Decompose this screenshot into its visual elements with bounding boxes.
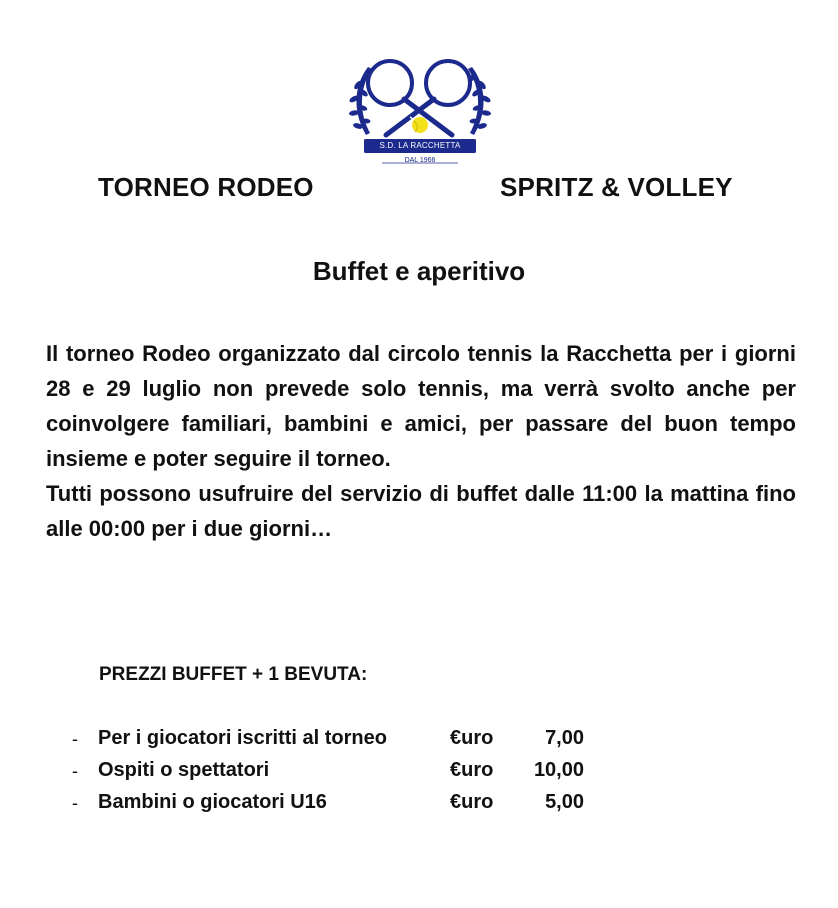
price-list (0, 727, 838, 823)
price-currency: €uro (450, 759, 494, 781)
tournament-title: TORNEO RODEO (98, 172, 314, 202)
price-row (0, 759, 838, 791)
list-dash: - (72, 761, 78, 781)
prices-heading: PREZZI BUFFET + 1 BEVUTA: (99, 664, 368, 685)
price-row (0, 727, 838, 759)
list-dash: - (72, 729, 78, 749)
price-label: Bambini o giocatori U16 (98, 791, 327, 813)
event-title: SPRITZ & VOLLEY (500, 172, 733, 202)
description-paragraph: Tutti possono usufruire del servizio di buffet dalle 11:00 la mattina fino alle 00:00 per i due giorni… (46, 481, 796, 541)
logo-founding-year: DAL 1966 (404, 157, 436, 164)
price-amount: 7,00 (545, 727, 584, 749)
price-label: Ospiti o spettatori (98, 759, 270, 781)
price-currency: €uro (450, 791, 494, 813)
price-amount: 5,00 (545, 791, 584, 813)
list-dash: - (72, 793, 78, 813)
description-paragraph: Il torneo Rodeo organizzato dal circolo tennis la Racchetta per i giorni 28 e 29 luglio non prevede solo tennis, ma verrà svolto anche per coinvolgere familiari, bambini e amici, per passare del buon tempo insieme e poter seguire il torneo. (46, 341, 796, 471)
price-label: Per i giocatori iscritti al torneo (98, 727, 387, 749)
logo-club-name: S.D. LA RACCHETTA (379, 141, 461, 150)
page-subtitle: Buffet e aperitivo (312, 256, 526, 286)
club-logo (340, 55, 500, 173)
description (46, 336, 796, 546)
price-currency: €uro (450, 727, 494, 749)
price-amount: 10,00 (533, 759, 584, 781)
price-row (0, 791, 838, 823)
